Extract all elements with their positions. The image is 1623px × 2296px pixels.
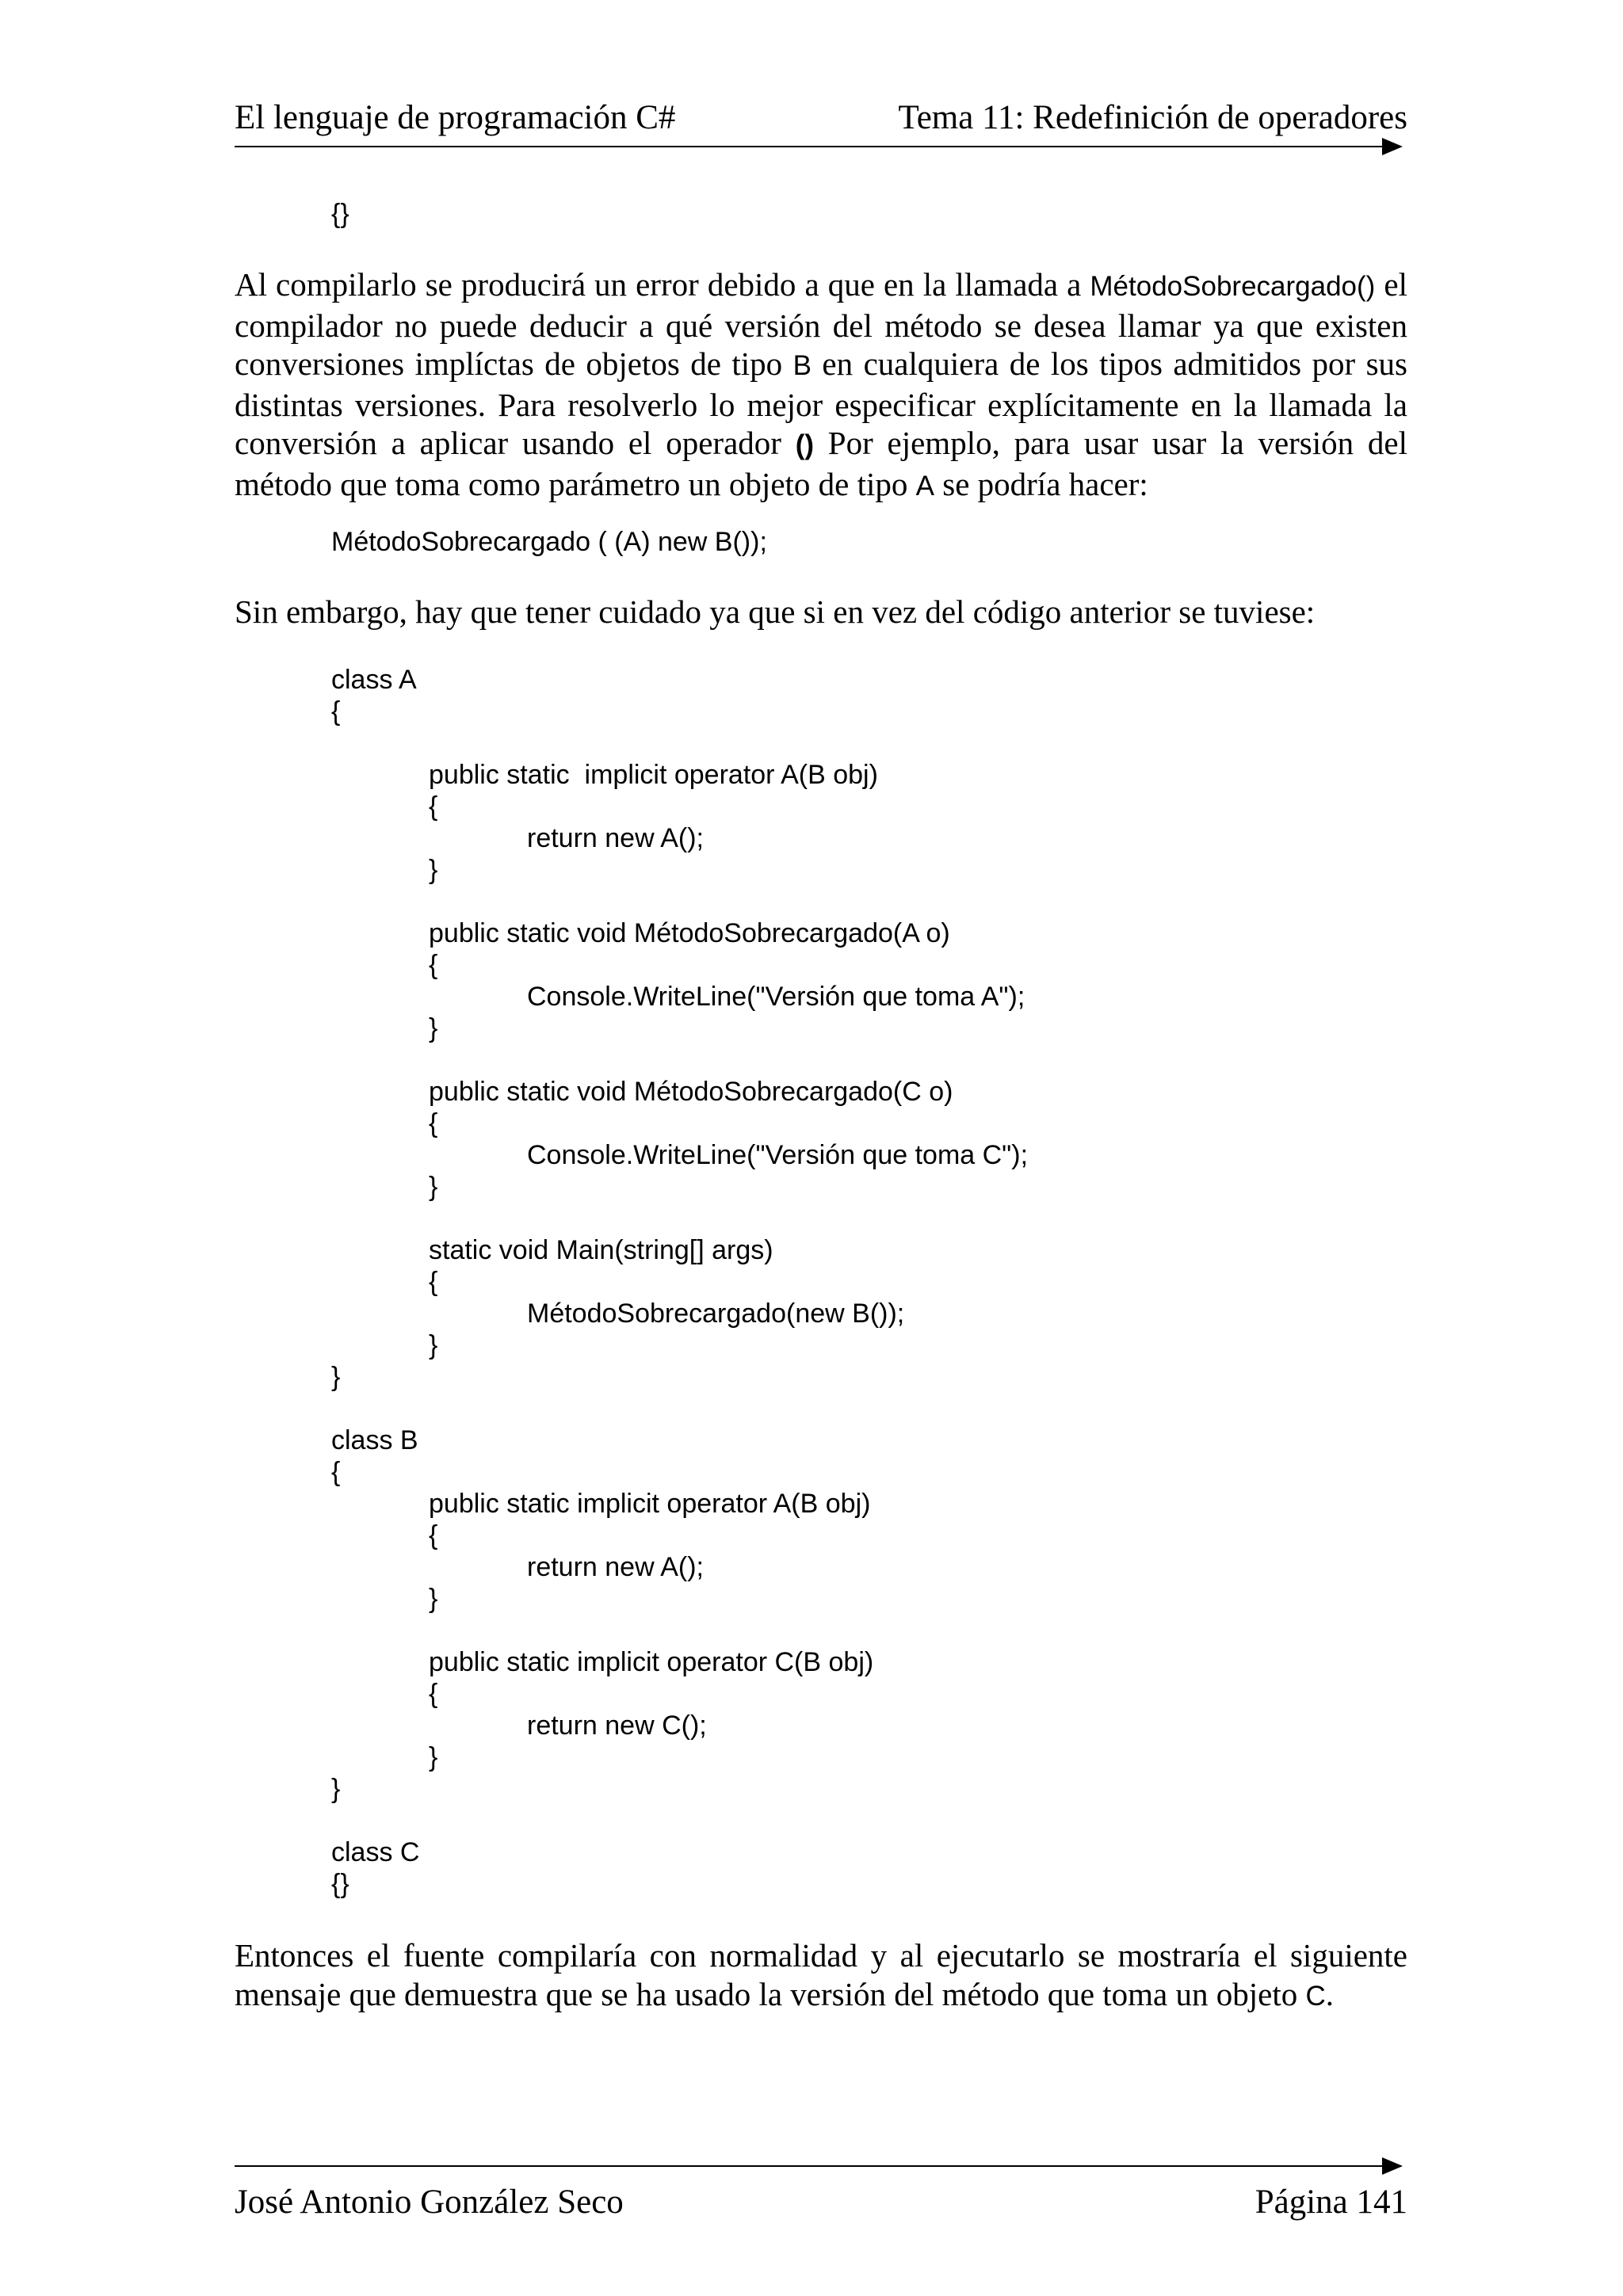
code-line: { [429, 950, 438, 980]
code-line: { [429, 1108, 438, 1138]
header-rule [235, 146, 1401, 147]
code-line: } [429, 1013, 438, 1043]
code-line: class B [331, 1425, 418, 1455]
code-line: } [429, 1330, 438, 1360]
code-line: return new A(); [527, 823, 704, 853]
code-line: MétodoSobrecargado(new B()); [527, 1299, 905, 1329]
code-line: {} [331, 1869, 349, 1899]
code-line: return new A(); [527, 1552, 704, 1582]
header-arrow-icon [1382, 138, 1403, 155]
code-line: { [429, 1520, 438, 1550]
code-line: } [429, 1742, 438, 1772]
para3-text-1: Entonces el fuente compilaría con normalidad y al ejecutarlo se mostraría el siguiente mensaje que demuestra que se ha usado la versión del método que toma un objeto [235, 1937, 1407, 2012]
header-chapter-title: Tema 11: Redefinición de operadores [898, 99, 1407, 136]
para1-text-4: Por ejemplo, para usar usar la versión del método que toma como parámetro un objeto de tipo [235, 425, 1407, 502]
para1-code-a: A [915, 470, 934, 502]
para3-text-2: . [1325, 1975, 1335, 2012]
code-line: Console.WriteLine("Versión que toma C"); [527, 1140, 1029, 1170]
footer-page-number: Página 141 [1254, 2183, 1407, 2221]
code-line: public static void MétodoSobrecargado(A o) [429, 918, 950, 948]
code-line: } [429, 855, 438, 885]
code-line: { [429, 1267, 438, 1297]
para1-text-5: se podría hacer: [934, 465, 1148, 502]
code-line: { [429, 1679, 438, 1709]
code-line: class C [331, 1837, 420, 1867]
code-line: public static implicit operator A(B obj) [429, 760, 878, 790]
page-header [235, 98, 1407, 143]
para1-code-operator: () [795, 429, 815, 461]
para1-code-method: MétodoSobrecargado() [1090, 271, 1376, 302]
code-line: } [331, 1362, 341, 1392]
footer-author: José Antonio González Seco [235, 2183, 624, 2221]
code-line: class A [331, 665, 417, 695]
code-line: public static implicit operator C(B obj) [429, 1647, 874, 1677]
header-book-title: El lenguaje de programación C# [235, 99, 676, 136]
paragraph-result [235, 1936, 1407, 2016]
paragraph-compile-error [235, 265, 1407, 506]
para3-code-c: C [1305, 1980, 1326, 2012]
page-footer [235, 2183, 1407, 2227]
code-line: static void Main(string[] args) [429, 1235, 773, 1265]
code-line: public static void MétodoSobrecargado(C o) [429, 1077, 953, 1107]
code-line: } [429, 1584, 438, 1614]
code-line: { [331, 696, 341, 727]
code-line: Console.WriteLine("Versión que toma A"); [527, 982, 1025, 1012]
code-empty-block: {} [331, 199, 349, 229]
footer-arrow-icon [1382, 2157, 1403, 2175]
code-explicit-call: MétodoSobrecargado ( (A) new B()); [331, 527, 767, 557]
para1-text-1: Al compilarlo se producirá un error debido a que en la llamada a [235, 266, 1090, 303]
code-line: public static implicit operator A(B obj) [429, 1489, 871, 1519]
para1-text-2: el compilador no puede deducir a qué versión del método se desea llamar ya que existen conversiones implíctas de objetos de tipo [235, 266, 1407, 383]
code-line: { [331, 1457, 341, 1487]
code-line: return new C(); [527, 1711, 707, 1741]
para1-text-3: en cualquiera de los tipos admitidos por sus distintas versiones. Para resolverlo lo mejor especificar explícitamente en la llamada la conversión a aplicar usando el operador [235, 345, 1407, 462]
para1-code-b: B [792, 350, 812, 382]
code-line: } [429, 1172, 438, 1202]
paragraph-warning: Sin embargo, hay que tener cuidado ya que si en vez del código anterior se tuviese: [235, 593, 1316, 630]
footer-rule [235, 2165, 1401, 2167]
code-line: } [331, 1774, 341, 1804]
code-line: { [429, 791, 438, 822]
